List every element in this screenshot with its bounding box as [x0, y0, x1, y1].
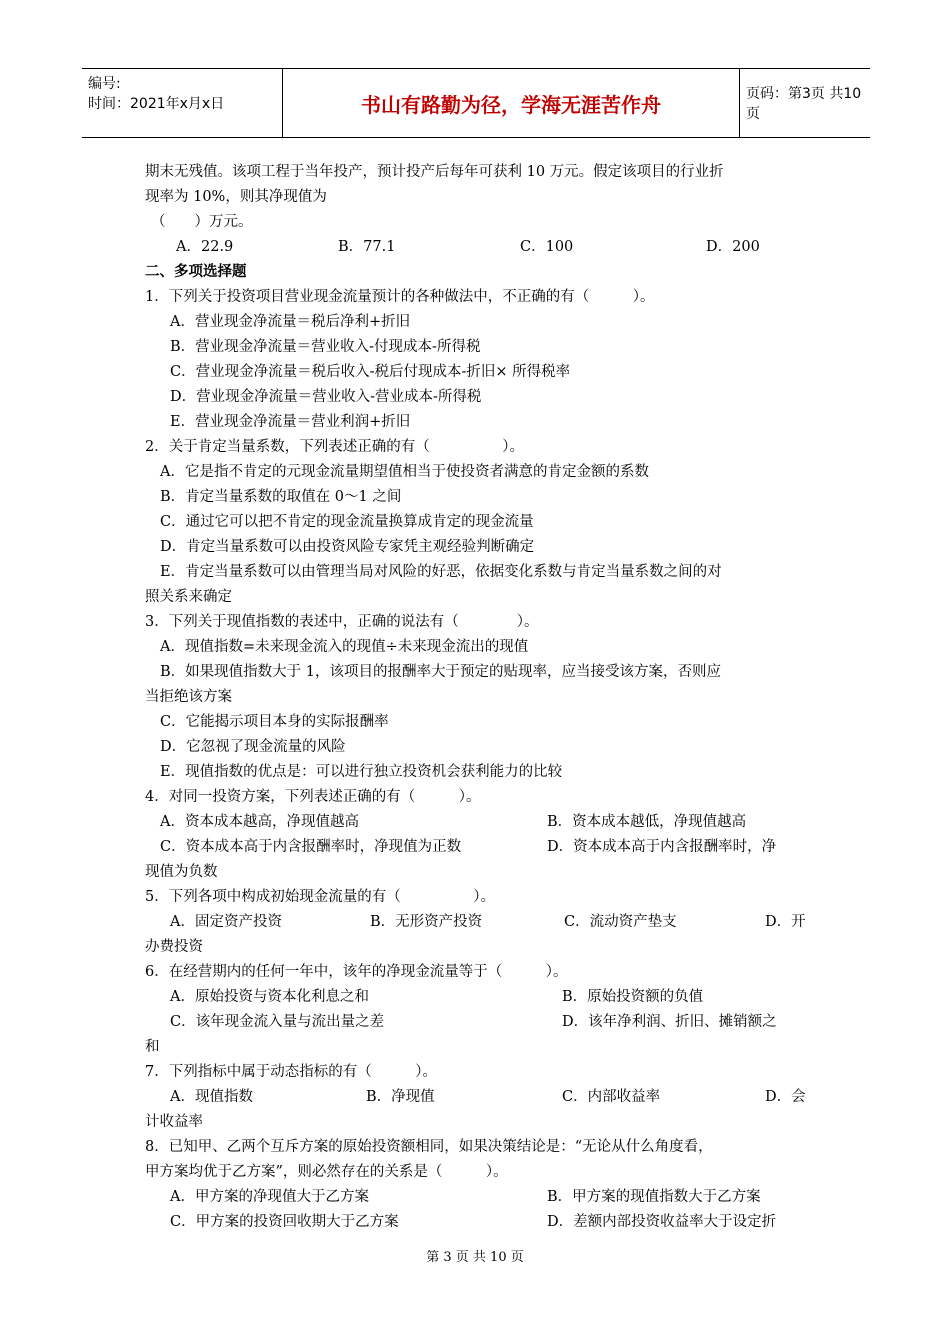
option: B．如果现值指数大于 1，该项目的报酬率大于预定的贴现率，应当接受该方案，否则应 [160, 664, 721, 680]
option: D．它忽视了现金流量的风险 [160, 739, 346, 755]
option: E．现值指数的优点是：可以进行独立投资机会获利能力的比较 [160, 764, 563, 780]
option: D．营业现金净流量＝营业收入-营业成本-所得税 [170, 389, 482, 405]
option: A．营业现金净流量＝税后净利+折旧 [170, 314, 411, 330]
text-line: 甲方案均优于乙方案”，则必然存在的关系是（ ）。 [145, 1164, 508, 1180]
option: A．原始投资与资本化利息之和 [170, 989, 369, 1005]
question: 3．下列关于现值指数的表述中，正确的说法有（ ）。 [145, 614, 539, 630]
text-line: 照关系来确定 [145, 589, 232, 605]
option: C．100 [520, 239, 574, 255]
option: A．22.9 [176, 239, 234, 255]
option: C．资本成本高于内含报酬率时，净现值为正数 [160, 839, 462, 855]
question: 4．对同一投资方案，下列表述正确的有（ ）。 [145, 789, 481, 805]
page-header [82, 68, 870, 138]
option: D．资本成本高于内含报酬率时，净 [547, 839, 777, 855]
option: A．固定资产投资 [170, 914, 282, 930]
option: A．现值指数 [170, 1089, 253, 1105]
header-page-number: 页码：第3页 共10页 [746, 86, 862, 122]
text-line: （ ）万元。 [151, 214, 253, 230]
option: C．营业现金净流量＝税后收入-税后付现成本-折旧× 所得税率 [170, 364, 571, 380]
header-info-cell [82, 69, 283, 137]
option: D．200 [706, 239, 760, 255]
text-line: 现率为 10%，则其净现值为 [145, 189, 327, 205]
text-line: 当拒绝该方案 [145, 689, 232, 705]
text-line: 办费投资 [145, 939, 203, 955]
option: B．原始投资额的负值 [562, 989, 704, 1005]
option: E．营业现金净流量＝营业利润+折旧 [170, 414, 411, 430]
option: D．会 [765, 1089, 806, 1105]
question: 2．关于肯定当量系数，下列表述正确的有（ ）。 [145, 439, 524, 455]
option: D．该年净利润、折旧、摊销额之 [562, 1014, 777, 1030]
option: A．它是指不肯定的元现金流量期望值相当于使投资者满意的肯定金额的系数 [160, 464, 649, 480]
option: C．甲方案的投资回收期大于乙方案 [170, 1214, 399, 1230]
header-motto: 书山有路勤为径，学海无涯苦作舟 [283, 69, 740, 137]
option: B．肯定当量系数的取值在 0～1 之间 [160, 489, 402, 505]
section-heading: 二、多项选择题 [145, 264, 247, 280]
option: C．流动资产垫支 [564, 914, 677, 930]
option: E．肯定当量系数可以由管理当局对风险的好恶，依据变化系数与肯定当量系数之间的对 [160, 564, 722, 580]
option: B．77.1 [338, 239, 396, 255]
option: C．它能揭示项目本身的实际报酬率 [160, 714, 389, 730]
date-label: 时间：2021年x月x日 [88, 96, 225, 112]
question: 7．下列指标中属于动态指标的有（ ）。 [145, 1064, 437, 1080]
question: 1．下列关于投资项目营业现金流量预计的各种做法中，不正确的有（ ）。 [145, 289, 655, 305]
text-line: 现值为负数 [145, 864, 218, 880]
option: A．资本成本越高，净现值越高 [160, 814, 359, 830]
option: C．内部收益率 [562, 1089, 661, 1105]
option: C．该年现金流入量与流出量之差 [170, 1014, 385, 1030]
page-footer: 第 3 页 共 10 页 [426, 1250, 524, 1265]
option: A．甲方案的净现值大于乙方案 [170, 1189, 369, 1205]
option: D．差额内部投资收益率大于设定折 [547, 1214, 777, 1230]
option: C．通过它可以把不肯定的现金流量换算成肯定的现金流量 [160, 514, 534, 530]
question: 5．下列各项中构成初始现金流量的有（ ）。 [145, 889, 495, 905]
text-line: 计收益率 [145, 1114, 203, 1130]
option: D．开 [765, 914, 806, 930]
question: 6．在经营期内的任何一年中，该年的净现金流量等于（ ）。 [145, 964, 568, 980]
question: 8．已知甲、乙两个互斥方案的原始投资额相同，如果决策结论是：“无论从什么角度看， [145, 1139, 713, 1155]
option: B．无形资产投资 [370, 914, 483, 930]
option: B．净现值 [366, 1089, 435, 1105]
text-line: 和 [145, 1039, 160, 1055]
option: B．甲方案的现值指数大于乙方案 [547, 1189, 761, 1205]
option: B．资本成本越低，净现值越高 [547, 814, 747, 830]
option: A．现值指数=未来现金流入的现值÷未来现金流出的现值 [160, 639, 529, 655]
document-number-label: 编号: [88, 76, 121, 92]
option: D．肯定当量系数可以由投资风险专家凭主观经验判断确定 [160, 539, 535, 555]
text-line: 期末无残值。该项工程于当年投产，预计投产后每年可获利 10 万元。假定该项目的行业折 [145, 164, 724, 180]
option: B．营业现金净流量＝营业收入-付现成本-所得税 [170, 339, 481, 355]
